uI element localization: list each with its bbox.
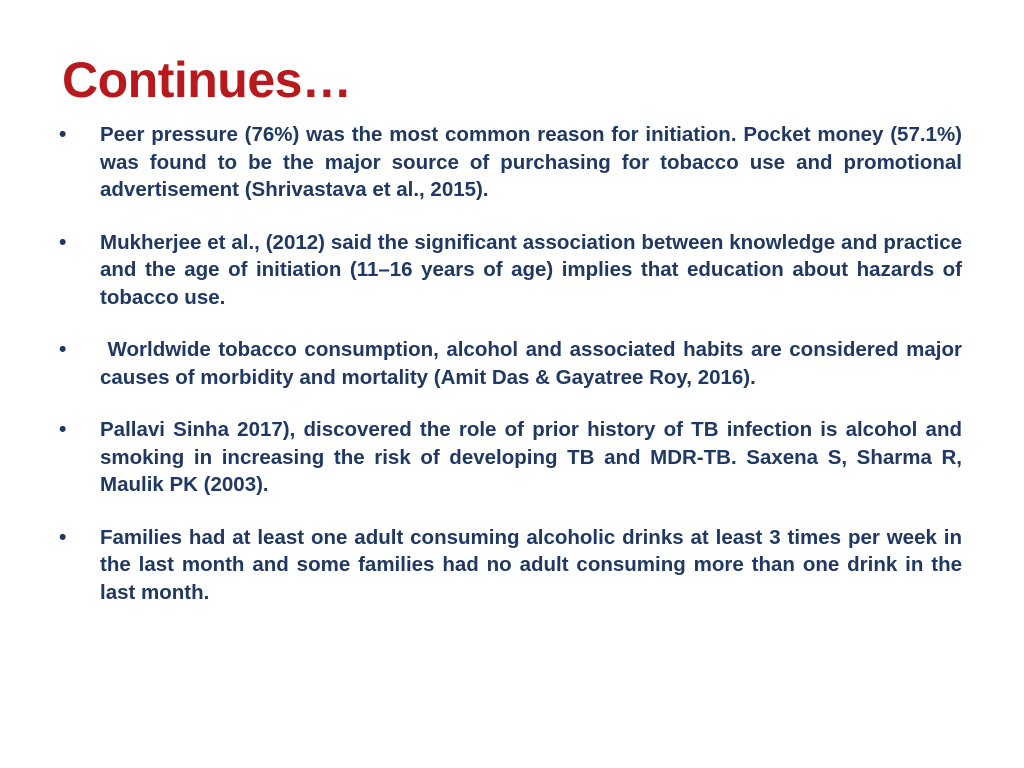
bullet-text: Families had at least one adult consuming alcoholic drinks at least 3 times per week in the last month and some families had no adult consuming more than one drink in the last month. bbox=[100, 525, 962, 604]
bullet-dot-icon: • bbox=[59, 418, 67, 441]
bullet-dot-icon: • bbox=[59, 123, 67, 146]
slide-title: Continues… bbox=[62, 52, 352, 108]
bullet-item bbox=[59, 121, 962, 204]
bullet-list bbox=[59, 121, 968, 631]
bullet-item bbox=[59, 336, 968, 391]
bullet-text: Pallavi Sinha 2017), discovered the role of prior history of TB infection is alcohol and smoking in increasing the risk of developing TB and MDR-TB. Saxena S, Sharma R, Maulik PK (2003). bbox=[100, 418, 962, 496]
bullet-item bbox=[59, 416, 962, 499]
bullet-dot-icon: • bbox=[59, 338, 67, 361]
bullet-item bbox=[59, 524, 962, 607]
bullet-text: Peer pressure (76%) was the most common reason for initiation. Pocket money (57.1%) was found to be the major source of purchasing for tobacco use and promotional advertisement (Shrivastava et al., 2015). bbox=[100, 123, 962, 201]
bullet-dot-icon: • bbox=[59, 230, 67, 254]
bullet-dot-icon: • bbox=[59, 525, 67, 549]
bullet-item bbox=[59, 229, 962, 312]
bullet-text: Mukherjee et al., (2012) said the significant association between knowledge and practice and the age of initiation (11–16 years of age) implies that education about hazards of tobacco use. bbox=[100, 230, 962, 309]
bullet-text: Worldwide tobacco consumption, alcohol and associated habits are considered major causes of morbidity and mortality (Amit Das & Gayatree Roy, 2016). bbox=[100, 338, 968, 389]
